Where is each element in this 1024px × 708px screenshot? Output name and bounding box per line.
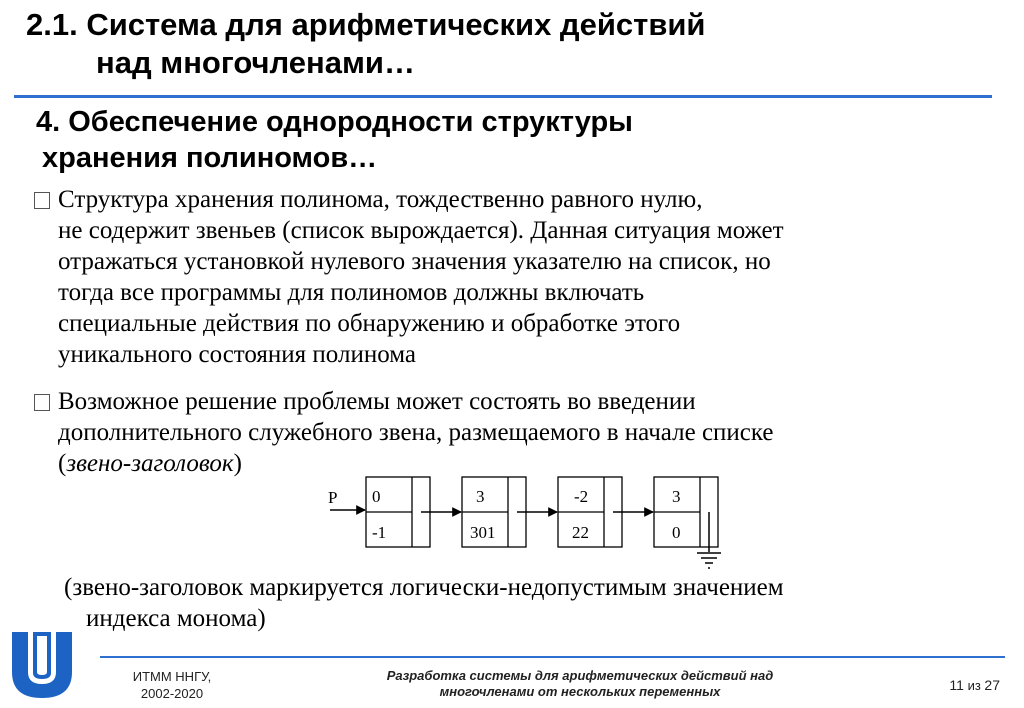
pointer-label: P (328, 488, 338, 507)
footer-course-title (330, 668, 830, 700)
section-title-line1: 4. Обеспечение однородности структуры (36, 106, 633, 138)
slide-title-line1: 2.1. Система для арифметических действий (26, 7, 706, 42)
node-index: 0 (372, 487, 381, 506)
bullet2-line: дополнительного служебного звена, размещаемого в начале списке (58, 419, 774, 446)
term-close-paren: ) (233, 450, 242, 477)
node-index: 3 (476, 487, 485, 506)
list-node (462, 477, 526, 547)
bullet1-line: специальные действия по обнаружению и обработке этого (58, 310, 681, 337)
course-title-line2: многочленами от нескольких переменных (439, 684, 721, 699)
node-coefficient: 0 (672, 523, 681, 542)
org-years: 2002-2020 (140, 686, 204, 701)
term-open-paren: ( (58, 450, 67, 477)
header-node-term: звено-заголовок (66, 450, 234, 477)
bullet1-line: отражаться установкой нулевого значения указателю на список, но (58, 248, 771, 275)
bullet-header-node (34, 386, 994, 479)
checkbox-bullet-icon (34, 192, 50, 209)
header-node-note (64, 572, 964, 634)
unn-logo-icon (6, 628, 78, 700)
slide-title-line2: над многочленами… (96, 45, 415, 80)
node-index: -2 (574, 487, 589, 506)
bullet-empty-polynomial (34, 184, 994, 370)
section-title-line2: хранения полиномов… (42, 142, 378, 174)
checkbox-bullet-icon (34, 394, 50, 411)
list-node (558, 477, 622, 547)
node-coefficient: 22 (572, 523, 589, 542)
bullet1-line: уникального состояния полинома (58, 341, 416, 368)
note-line1: (звено-заголовок маркируется логически-недопустимым значением (64, 574, 784, 601)
footer-organization (112, 668, 232, 702)
node-coefficient: -1 (372, 523, 387, 542)
org-name: ИТММ ННГУ, (132, 669, 212, 684)
page-counter (949, 677, 1000, 693)
node-index: 3 (672, 487, 681, 506)
bullet1-line: Структура хранения полинома, тождественно равного нулю, (58, 186, 703, 213)
page-total: 27 (984, 677, 1000, 693)
footer-divider (100, 656, 1005, 658)
node-coefficient: 301 (470, 523, 496, 542)
bullet1-line: не содержит звеньев (список вырождается). Данная ситуация может (58, 217, 784, 244)
bullet2-line: Возможное решение проблемы может состоять во введении (58, 388, 696, 415)
linked-list-diagram (316, 470, 736, 582)
note-line2: индекса монома) (86, 605, 266, 632)
page-separator: из (967, 678, 981, 693)
page-current: 11 (949, 677, 964, 693)
section-title (36, 104, 936, 176)
course-title-line1: Разработка системы для арифметических действий над (386, 668, 774, 683)
header-divider (14, 95, 992, 98)
list-node (366, 477, 430, 547)
bullet1-line: тогда все программы для полиномов должны включать (58, 279, 645, 306)
slide-title (26, 6, 926, 82)
